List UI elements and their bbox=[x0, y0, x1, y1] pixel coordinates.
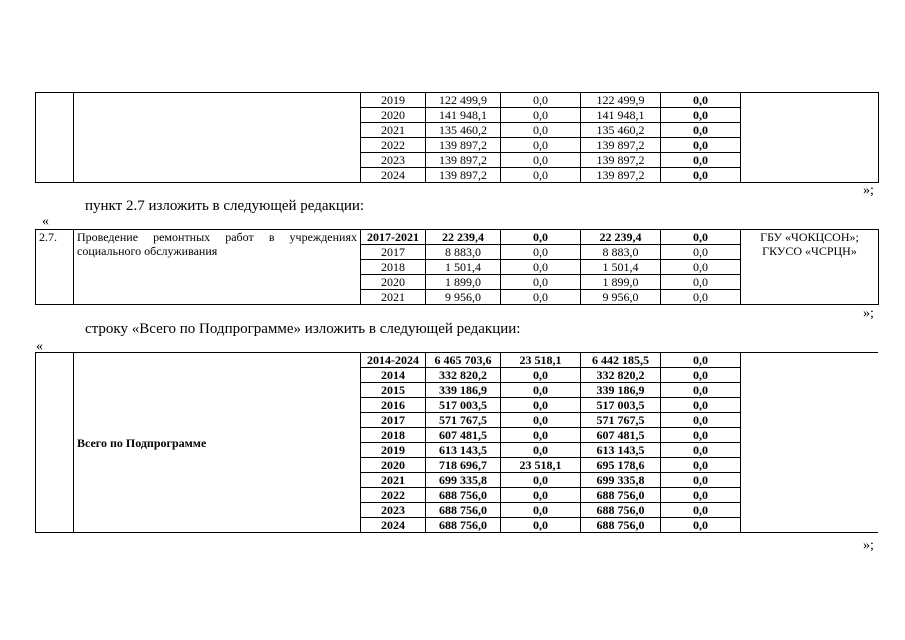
other-cell: 0,0 bbox=[661, 153, 741, 168]
federal-cell: 0,0 bbox=[501, 398, 581, 413]
other-cell: 0,0 bbox=[661, 518, 741, 533]
federal-cell: 0,0 bbox=[501, 290, 581, 305]
item-number-cell bbox=[36, 353, 74, 533]
regional-cell: 517 003,5 bbox=[581, 398, 661, 413]
line-1: ГБУ «ЧОКЦСОН»; bbox=[760, 230, 859, 244]
year-cell: 2023 bbox=[361, 503, 426, 518]
federal-cell: 0,0 bbox=[501, 260, 581, 275]
year-cell: 2024 bbox=[361, 168, 426, 183]
paragraph-item-2-7: пункт 2.7 изложить в следующей редакции: bbox=[85, 198, 365, 214]
regional-cell: 613 143,5 bbox=[581, 443, 661, 458]
regional-cell: 695 178,6 bbox=[581, 458, 661, 473]
total-cell: 9 956,0 bbox=[426, 290, 501, 305]
table-continuation bbox=[35, 92, 879, 183]
item-name-cell bbox=[74, 230, 361, 305]
federal-cell: 0,0 bbox=[501, 123, 581, 138]
year-cell: 2019 bbox=[361, 443, 426, 458]
item-number-cell bbox=[36, 93, 74, 183]
year-cell: 2023 bbox=[361, 153, 426, 168]
closing-quote: »; bbox=[863, 306, 874, 321]
year-cell: 2014 bbox=[361, 368, 426, 383]
total-cell: 1 899,0 bbox=[426, 275, 501, 290]
item-name-cell bbox=[74, 93, 361, 183]
year-cell: 2020 bbox=[361, 275, 426, 290]
regional-cell: 607 481,5 bbox=[581, 428, 661, 443]
other-cell: 0,0 bbox=[661, 488, 741, 503]
regional-cell: 339 186,9 bbox=[581, 383, 661, 398]
other-cell: 0,0 bbox=[661, 353, 741, 368]
federal-cell: 0,0 bbox=[501, 443, 581, 458]
federal-cell: 0,0 bbox=[501, 93, 581, 108]
regional-cell: 688 756,0 bbox=[581, 488, 661, 503]
regional-cell: 1 899,0 bbox=[581, 275, 661, 290]
other-cell: 0,0 bbox=[661, 398, 741, 413]
table-row bbox=[36, 353, 879, 368]
item-name-cell: Всего по Подпрограмме bbox=[74, 353, 361, 533]
other-cell: 0,0 bbox=[661, 368, 741, 383]
federal-cell: 0,0 bbox=[501, 245, 581, 260]
regional-cell: 9 956,0 bbox=[581, 290, 661, 305]
table-item-2-7 bbox=[35, 229, 879, 305]
other-cell: 0,0 bbox=[661, 428, 741, 443]
line-2: ГКУСО «ЧСРЦН» bbox=[762, 244, 857, 258]
regional-cell: 141 948,1 bbox=[581, 108, 661, 123]
regional-cell: 688 756,0 bbox=[581, 503, 661, 518]
federal-cell: 23 518,1 bbox=[501, 458, 581, 473]
regional-cell: 571 767,5 bbox=[581, 413, 661, 428]
year-cell: 2022 bbox=[361, 488, 426, 503]
line-2: социального обслуживания bbox=[77, 244, 218, 258]
total-cell: 141 948,1 bbox=[426, 108, 501, 123]
federal-cell: 0,0 bbox=[501, 168, 581, 183]
regional-cell: 139 897,2 bbox=[581, 138, 661, 153]
other-cell: 0,0 bbox=[661, 123, 741, 138]
opening-quote: « bbox=[42, 214, 49, 229]
other-cell: 0,0 bbox=[661, 383, 741, 398]
executor-cell bbox=[741, 230, 879, 305]
executor-cell bbox=[741, 353, 879, 533]
year-cell: 2017 bbox=[361, 413, 426, 428]
year-cell: 2016 bbox=[361, 398, 426, 413]
federal-cell: 0,0 bbox=[501, 413, 581, 428]
total-cell: 139 897,2 bbox=[426, 138, 501, 153]
regional-cell: 139 897,2 bbox=[581, 153, 661, 168]
total-cell: 6 465 703,6 bbox=[426, 353, 501, 368]
paragraph-subprogram-total: строку «Всего по Подпрограмме» изложить в следующей редакции: bbox=[85, 321, 521, 337]
total-cell: 613 143,5 bbox=[426, 443, 501, 458]
total-cell: 1 501,4 bbox=[426, 260, 501, 275]
other-cell: 0,0 bbox=[661, 413, 741, 428]
other-cell: 0,0 bbox=[661, 138, 741, 153]
year-cell: 2022 bbox=[361, 138, 426, 153]
year-cell: 2017-2021 bbox=[361, 230, 426, 245]
year-cell: 2024 bbox=[361, 518, 426, 533]
other-cell: 0,0 bbox=[661, 108, 741, 123]
total-cell: 139 897,2 bbox=[426, 168, 501, 183]
other-cell: 0,0 bbox=[661, 260, 741, 275]
year-cell: 2019 bbox=[361, 93, 426, 108]
other-cell: 0,0 bbox=[661, 473, 741, 488]
federal-cell: 0,0 bbox=[501, 518, 581, 533]
year-cell: 2021 bbox=[361, 473, 426, 488]
table-subprogram-total-wrap bbox=[35, 352, 878, 536]
other-cell: 0,0 bbox=[661, 93, 741, 108]
line-1: Проведение ремонтных работ в учреждениях bbox=[77, 230, 357, 244]
total-cell: 122 499,9 bbox=[426, 93, 501, 108]
regional-cell: 22 239,4 bbox=[581, 230, 661, 245]
total-cell: 571 767,5 bbox=[426, 413, 501, 428]
table-row bbox=[36, 93, 879, 108]
regional-cell: 1 501,4 bbox=[581, 260, 661, 275]
regional-cell: 122 499,9 bbox=[581, 93, 661, 108]
regional-cell: 8 883,0 bbox=[581, 245, 661, 260]
total-cell: 607 481,5 bbox=[426, 428, 501, 443]
federal-cell: 0,0 bbox=[501, 230, 581, 245]
total-cell: 339 186,9 bbox=[426, 383, 501, 398]
year-cell: 2014-2024 bbox=[361, 353, 426, 368]
total-cell: 22 239,4 bbox=[426, 230, 501, 245]
total-cell: 8 883,0 bbox=[426, 245, 501, 260]
other-cell: 0,0 bbox=[661, 168, 741, 183]
table-row bbox=[36, 230, 879, 245]
total-cell: 699 335,8 bbox=[426, 473, 501, 488]
other-cell: 0,0 bbox=[661, 245, 741, 260]
closing-quote: »; bbox=[863, 538, 874, 553]
total-cell: 718 696,7 bbox=[426, 458, 501, 473]
federal-cell: 0,0 bbox=[501, 383, 581, 398]
total-cell: 688 756,0 bbox=[426, 503, 501, 518]
year-cell: 2015 bbox=[361, 383, 426, 398]
regional-cell: 699 335,8 bbox=[581, 473, 661, 488]
year-cell: 2020 bbox=[361, 108, 426, 123]
regional-cell: 139 897,2 bbox=[581, 168, 661, 183]
total-cell: 517 003,5 bbox=[426, 398, 501, 413]
federal-cell: 0,0 bbox=[501, 488, 581, 503]
federal-cell: 0,0 bbox=[501, 428, 581, 443]
federal-cell: 0,0 bbox=[501, 138, 581, 153]
year-cell: 2018 bbox=[361, 428, 426, 443]
other-cell: 0,0 bbox=[661, 503, 741, 518]
other-cell: 0,0 bbox=[661, 230, 741, 245]
year-cell: 2021 bbox=[361, 290, 426, 305]
federal-cell: 0,0 bbox=[501, 108, 581, 123]
federal-cell: 0,0 bbox=[501, 473, 581, 488]
closing-quote: »; bbox=[863, 183, 874, 198]
regional-cell: 332 820,2 bbox=[581, 368, 661, 383]
federal-cell: 23 518,1 bbox=[501, 353, 581, 368]
federal-cell: 0,0 bbox=[501, 153, 581, 168]
executor-cell bbox=[741, 93, 879, 183]
year-cell: 2017 bbox=[361, 245, 426, 260]
regional-cell: 135 460,2 bbox=[581, 123, 661, 138]
other-cell: 0,0 bbox=[661, 275, 741, 290]
total-cell: 688 756,0 bbox=[426, 488, 501, 503]
regional-cell: 6 442 185,5 bbox=[581, 353, 661, 368]
total-cell: 139 897,2 bbox=[426, 153, 501, 168]
year-cell: 2018 bbox=[361, 260, 426, 275]
table-subprogram-total bbox=[35, 352, 878, 533]
year-cell: 2020 bbox=[361, 458, 426, 473]
total-cell: 688 756,0 bbox=[426, 518, 501, 533]
federal-cell: 0,0 bbox=[501, 275, 581, 290]
total-cell: 332 820,2 bbox=[426, 368, 501, 383]
year-cell: 2021 bbox=[361, 123, 426, 138]
item-number-cell: 2.7. bbox=[36, 230, 74, 305]
total-cell: 135 460,2 bbox=[426, 123, 501, 138]
federal-cell: 0,0 bbox=[501, 503, 581, 518]
other-cell: 0,0 bbox=[661, 443, 741, 458]
other-cell: 0,0 bbox=[661, 290, 741, 305]
regional-cell: 688 756,0 bbox=[581, 518, 661, 533]
other-cell: 0,0 bbox=[661, 458, 741, 473]
federal-cell: 0,0 bbox=[501, 368, 581, 383]
opening-quote: « bbox=[36, 339, 43, 354]
